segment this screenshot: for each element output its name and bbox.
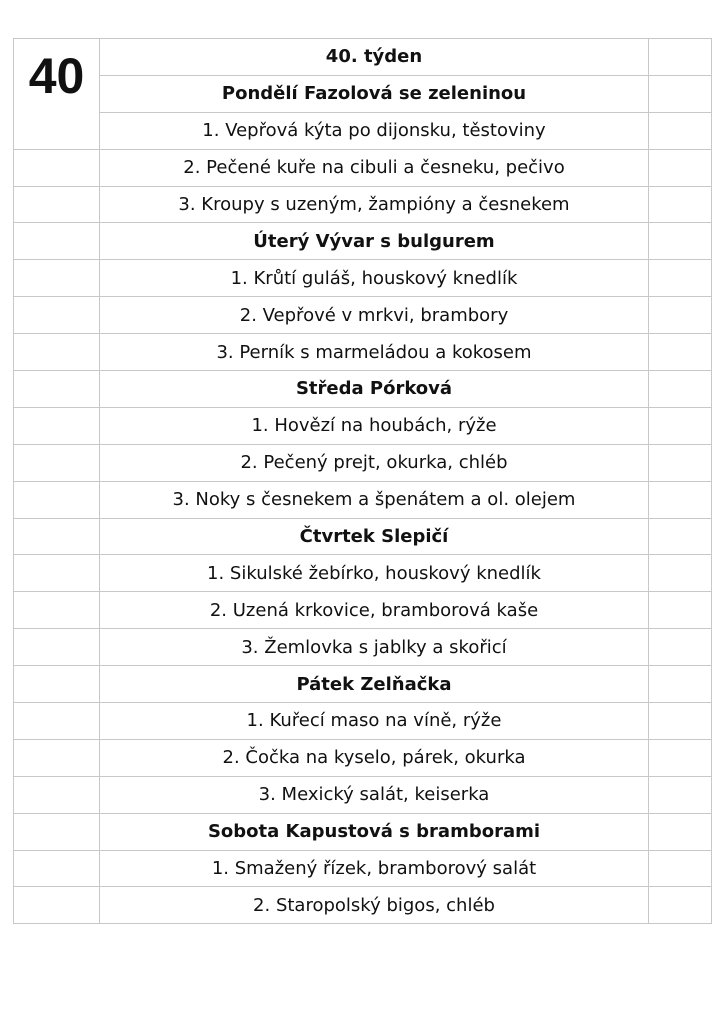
notes-cell [649,75,712,112]
left-empty-cell [14,592,100,629]
notes-cell [649,223,712,260]
notes-cell [649,481,712,518]
notes-cell [649,297,712,334]
menu-item: 2. Pečené kuře na cibuli a česneku, pečivo [100,149,649,186]
menu-row [14,629,712,666]
menu-row [14,813,712,850]
menu-item: 1. Krůtí guláš, houskový knedlík [100,260,649,297]
day-soup-heading: Středa Pórková [100,371,649,408]
menu-item: 1. Sikulské žebírko, houskový knedlík [100,555,649,592]
notes-cell [649,666,712,703]
left-empty-cell [14,555,100,592]
notes-cell [649,850,712,887]
menu-item: 1. Smažený řízek, bramborový salát [100,850,649,887]
menu-item: 1. Kuřecí maso na víně, rýže [100,703,649,740]
day-soup-heading: Úterý Vývar s bulgurem [100,223,649,260]
menu-item: 1. Vepřová kýta po dijonsku, těstoviny [100,112,649,149]
notes-cell [649,39,712,76]
left-empty-cell [14,887,100,924]
menu-row [14,555,712,592]
notes-cell [649,149,712,186]
menu-row [14,371,712,408]
left-empty-cell [14,518,100,555]
menu-item: 2. Uzená krkovice, bramborová kaše [100,592,649,629]
left-empty-cell [14,813,100,850]
menu-item: 2. Pečený prejt, okurka, chléb [100,444,649,481]
menu-row [14,666,712,703]
left-empty-cell [14,629,100,666]
notes-cell [649,407,712,444]
notes-cell [649,334,712,371]
left-empty-cell [14,850,100,887]
left-empty-cell [14,407,100,444]
menu-item: 3. Žemlovka s jablky a skořicí [100,629,649,666]
menu-row [14,739,712,776]
notes-cell [649,518,712,555]
notes-cell [649,186,712,223]
menu-row [14,887,712,924]
left-empty-cell [14,703,100,740]
menu-row [14,850,712,887]
menu-item: 1. Hovězí na houbách, rýže [100,407,649,444]
notes-cell [649,112,712,149]
notes-cell [649,260,712,297]
menu-row [14,334,712,371]
menu-item: 40. týden [100,39,649,76]
left-empty-cell [14,776,100,813]
menu-row [14,297,712,334]
left-empty-cell [14,223,100,260]
notes-cell [649,371,712,408]
weekly-menu-table [13,38,712,924]
notes-cell [649,592,712,629]
menu-table-body [14,39,712,924]
notes-cell [649,776,712,813]
day-soup-heading: Pátek Zelňačka [100,666,649,703]
menu-item: 3. Noky s česnekem a špenátem a ol. olejem [100,481,649,518]
left-empty-cell [14,334,100,371]
left-empty-cell [14,666,100,703]
menu-row [14,39,712,76]
week-number: 40 [14,39,100,150]
left-empty-cell [14,739,100,776]
menu-row [14,75,712,112]
menu-item: 2. Čočka na kyselo, párek, okurka [100,739,649,776]
notes-cell [649,703,712,740]
day-soup-heading: Pondělí Fazolová se zeleninou [100,75,649,112]
left-empty-cell [14,260,100,297]
left-empty-cell [14,444,100,481]
menu-item: 2. Vepřové v mrkvi, brambory [100,297,649,334]
menu-row [14,186,712,223]
notes-cell [649,739,712,776]
menu-row [14,518,712,555]
menu-row [14,112,712,149]
notes-cell [649,813,712,850]
menu-row [14,481,712,518]
menu-item: 2. Staropolský bigos, chléb [100,887,649,924]
menu-item: 3. Perník s marmeládou a kokosem [100,334,649,371]
menu-row [14,703,712,740]
menu-row [14,592,712,629]
left-empty-cell [14,149,100,186]
menu-item: 3. Kroupy s uzeným, žampióny a česnekem [100,186,649,223]
menu-row [14,260,712,297]
notes-cell [649,555,712,592]
left-empty-cell [14,297,100,334]
notes-cell [649,887,712,924]
left-empty-cell [14,481,100,518]
menu-item: 3. Mexický salát, keiserka [100,776,649,813]
notes-cell [649,444,712,481]
menu-row [14,407,712,444]
notes-cell [649,629,712,666]
menu-row [14,223,712,260]
left-empty-cell [14,186,100,223]
menu-row [14,149,712,186]
day-soup-heading: Čtvrtek Slepičí [100,518,649,555]
day-soup-heading: Sobota Kapustová s bramborami [100,813,649,850]
menu-row [14,444,712,481]
menu-row [14,776,712,813]
left-empty-cell [14,371,100,408]
